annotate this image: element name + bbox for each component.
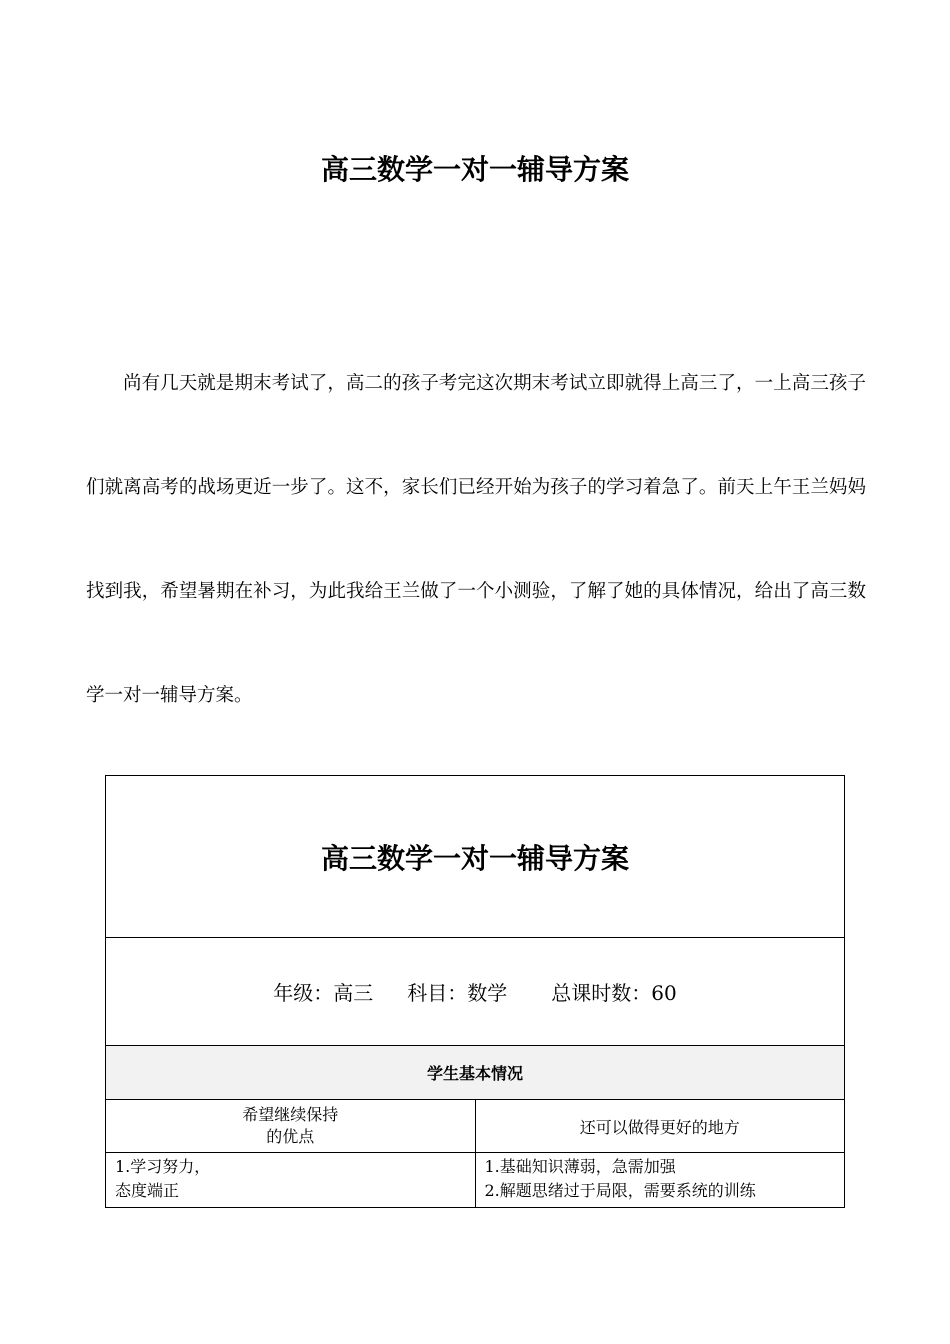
subject-label: 科目：数学 <box>407 981 508 1005</box>
plan-table <box>105 775 845 1208</box>
strengths-line-2: 态度端正 <box>115 1181 180 1200</box>
strengths-cell <box>106 1153 476 1208</box>
strengths-line-1: 1.学习努力， <box>115 1157 211 1176</box>
grade-label: 年级：高三 <box>273 981 374 1005</box>
strengths-header-line-1: 希望继续保持 <box>242 1105 339 1124</box>
improvements-header: 还可以做得更好的地方 <box>475 1100 845 1153</box>
page-title: 高三数学一对一辅导方案 <box>320 153 629 186</box>
improvement-item: 2.解题思绪过于局限，需要系统的训练 <box>484 1181 756 1200</box>
course-info-cell <box>106 938 845 1046</box>
strengths-header <box>106 1100 476 1153</box>
section-heading: 学生基本情况 <box>106 1046 845 1100</box>
improvements-cell <box>475 1153 845 1208</box>
intro-paragraph: 尚有几天就是期末考试了，高二的孩子考完这次期末考试立即就得上高三了，一上高三孩子们就离高考的战场更近一步了。这不，家长们已经开始为孩子的学习着急了。前天上午王兰妈妈找到我，希望暑期在补习，为此我给王兰做了一个小测验，了解了她的具体情况，给出了高三数学一对一辅导方案。 <box>86 373 866 706</box>
table-title: 高三数学一对一辅导方案 <box>106 776 845 938</box>
improvement-item: 1.基础知识薄弱，急需加强 <box>484 1157 676 1176</box>
total-hours-label: 总课时数：60 <box>551 981 677 1005</box>
strengths-header-line-2: 的优点 <box>266 1127 315 1146</box>
